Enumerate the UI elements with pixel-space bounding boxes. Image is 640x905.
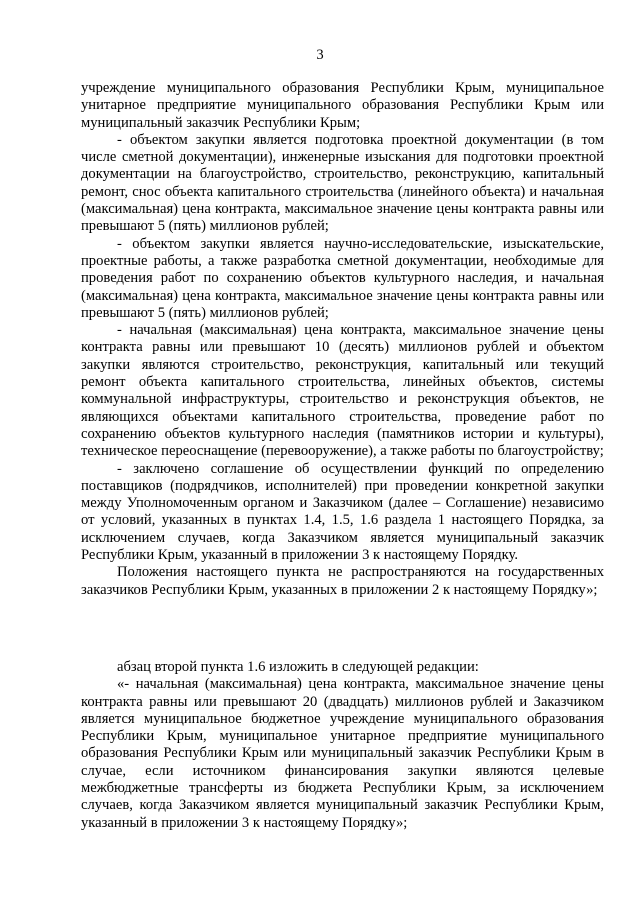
page-number: 3 bbox=[316, 47, 324, 63]
document-body-lower bbox=[81, 659, 604, 832]
paragraph: Положения настоящего пункта не распространяются на государственных заказчиков Республики Крым, указанных в приложении 2 к настоящему Порядку»; bbox=[81, 564, 604, 598]
paragraph: - объектом закупки является научно-исследовательские, изыскательские, проектные работы, а также разработка сметной документации, необходимые для проведения работ по сохранению объектов культурного наследия, и начальная (максимальная) цена контракта, максимальное значение цены контракта равны или превышают 5 (пять) миллионов рублей; bbox=[81, 235, 604, 321]
paragraph: учреждение муниципального образования Республики Крым, муниципальное унитарное предприятие муниципального образования Республики Крым или муниципальный заказчик Республики Крым; bbox=[81, 80, 604, 131]
document-body-upper bbox=[81, 80, 604, 599]
paragraph: - заключено соглашение об осуществлении функций по определению поставщиков (подрядчиков, исполнителей) при проведении конкретной закупки между Уполномоченным органом и Заказчиком (далее – Соглашение) независимо от условий, указанных в пунктах 1.4, 1.5, 1.6 раздела 1 настоящего Порядка, за исключением случаев, когда Заказчиком является муниципальный заказчик Республики Крым, указанный в приложении 3 к настоящему Порядку. bbox=[81, 460, 604, 564]
paragraph: абзац второй пункта 1.6 изложить в следующей редакции: bbox=[117, 659, 479, 675]
paragraph: - начальная (максимальная) цена контракта, максимальное значение цены контракта равны или превышают 10 (десять) миллионов рублей и объектом закупки являются строительство, реконструкция, капитальный или текущий ремонт объекта капитального строительства, линейных объектов, системы коммунальной инфраструктуры, строительство и реконструкция объектов, не являющихся объектами капитального строительства, проведение работ по сохранению объектов культурного наследия (памятников истории и культуры), техническое переоснащение (перевооружение), а также работы по благоустройству; bbox=[81, 322, 604, 460]
paragraph: «- начальная (максимальная) цена контракта, максимальное значение цены контракта равны или превышают 20 (двадцать) миллионов рублей и Заказчиком является муниципальное бюджетное учреждение муниципального образования Республики Крым, муниципальное унитарное предприятие муниципального образования Республики Крым или муниципальный заказчик Республики Крым в случае, если источником финансирования закупки являются целевые межбюджетные трансферты из бюджета Республики Крым, за исключением случаев, когда Заказчиком является муниципальный заказчик Республики Крым, указанный в приложении 3 к настоящему Порядку»; bbox=[81, 676, 604, 831]
paragraph: - объектом закупки является подготовка проектной документации (в том числе сметной документации), инженерные изыскания для подготовки проектной документации на благоустройство, строительство, реконструкцию, капитальный ремонт, снос объекта капитального строительства (линейного объекта) и начальная (максимальная) цена контракта, максимальное значение цены контракта равны или превышают 5 (пять) миллионов рублей; bbox=[81, 131, 604, 235]
